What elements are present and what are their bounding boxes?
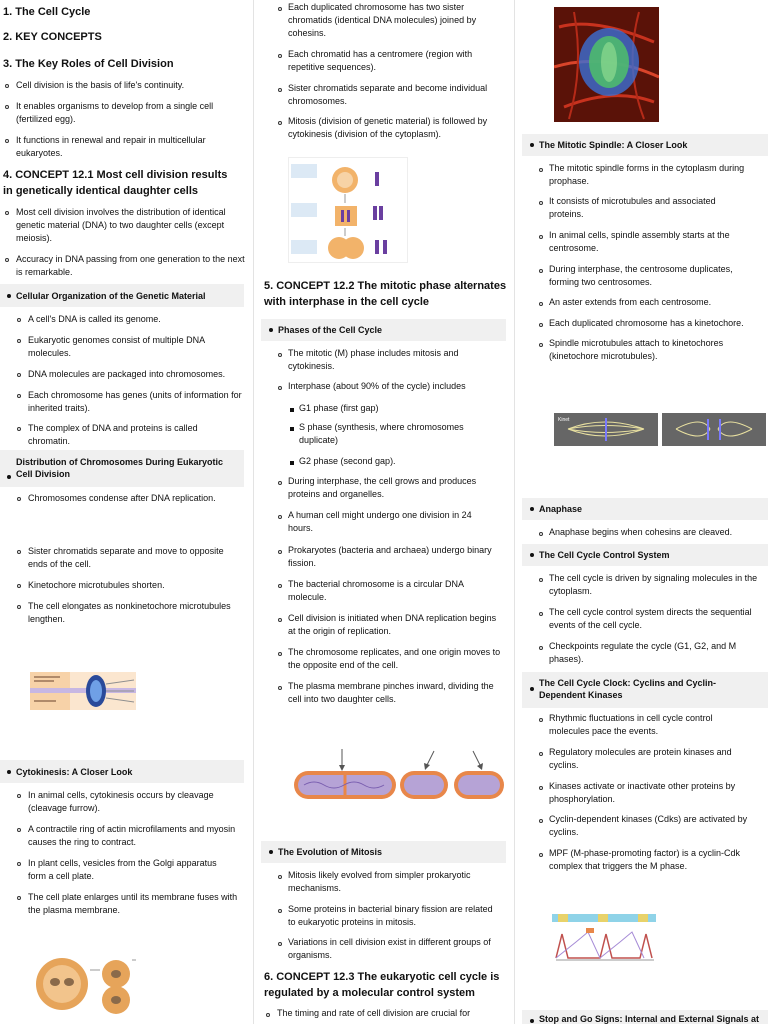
list-item: An aster extends from each centrosome.	[549, 297, 712, 307]
list-item: Variations in cell division exist in different groups of organisms.	[288, 937, 491, 960]
chromosome-duplication-figure	[288, 157, 408, 263]
square-bullet	[290, 461, 294, 465]
list-item: Sister chromatids separate and become individual chromosomes.	[288, 83, 488, 106]
list-item: Each chromatid has a centromere (region with repetitive sequences).	[288, 49, 473, 72]
bullet	[530, 507, 534, 511]
bullet	[278, 481, 282, 485]
bullet	[530, 1019, 534, 1023]
list-item: Some proteins in bacterial binary fission are related to eukaryotic proteins in mitosis.	[288, 904, 493, 927]
bullet	[17, 584, 21, 588]
list-item: It consists of microtubules and associated proteins.	[549, 196, 716, 219]
concept-12-3-heading: 6. CONCEPT 12.3 The eukaryotic cell cycle is regulated by a molecular control system	[264, 971, 500, 999]
bullet	[7, 294, 11, 298]
spindle-heading: The Mitotic Spindle: A Closer Look	[539, 140, 688, 150]
cleavage-figure	[28, 950, 138, 1020]
list-item: Kinases activate or inactivate other proteins by phosphorylation.	[549, 781, 736, 804]
list-item: A contractile ring of actin microfilaments and myosin causes the ring to contract.	[28, 824, 236, 847]
cellular-org-heading: Cellular Organization of the Genetic Material	[16, 291, 206, 301]
bullet	[278, 909, 282, 913]
list-item: The mitotic spindle forms in the cytoplasm during prophase.	[549, 163, 745, 186]
list-item: S phase (synthesis, where chromosomes duplicate)	[299, 422, 464, 445]
bullet	[278, 88, 282, 92]
bullet	[539, 646, 543, 650]
bullet	[530, 143, 534, 147]
bullet	[266, 1013, 270, 1017]
bullet	[269, 850, 273, 854]
list-item: It enables organisms to develop from a single cell (fertilized egg).	[16, 101, 214, 124]
list-item: The cell cycle control system directs the sequential events of the cell cycle.	[549, 607, 752, 630]
list-item: Sister chromatids separate and move to opposite ends of the cell.	[28, 546, 224, 569]
list-item: Cell division is the basis of life's continuity.	[16, 80, 185, 90]
list-item: Each chromosome has genes (units of information for inherited traits).	[28, 390, 242, 413]
list-item: Cell division is initiated when DNA replication begins at the origin of replication.	[288, 613, 497, 636]
list-item: Spindle microtubules attach to kinetochores (kinetochore microtubules).	[549, 338, 724, 361]
control-system-heading: The Cell Cycle Control System	[539, 550, 670, 560]
list-item: Accuracy in DNA passing from one generation to the next is remarkable.	[16, 254, 245, 277]
list-item: Each duplicated chromosome has a kinetochore.	[549, 318, 744, 328]
list-item: Most cell division involves the distribution of identical genetic material (DNA) to two daughter cells (except meiosis).	[16, 207, 226, 243]
spindle-micrograph-svg	[554, 7, 659, 122]
stop-go-heading: Stop and Go Signs: Internal and External Signals at	[539, 1014, 760, 1024]
chromosome-duplication-svg	[289, 158, 407, 262]
spindle-fibers-figure-2	[662, 413, 766, 446]
bullet	[539, 718, 543, 722]
list-item: Rhythmic fluctuations in cell cycle control molecules pace the events.	[549, 713, 713, 736]
list-item: A cell's DNA is called its genome.	[28, 314, 161, 324]
bullet	[278, 121, 282, 125]
bullet	[17, 550, 21, 554]
square-bullet	[290, 408, 294, 412]
kinetochore-figure	[30, 672, 136, 710]
list-item: The mitotic (M) phase includes mitosis and cytokinesis.	[288, 348, 459, 371]
list-item: During interphase, the cell grows and produces proteins and organelles.	[288, 476, 477, 499]
spindle-fibers-svg-1	[554, 413, 658, 446]
key-concepts-heading: 2. KEY CONCEPTS	[3, 31, 102, 43]
bullet	[539, 853, 543, 857]
list-item: The cell plate enlarges until its membrane fuses with the plasma membrane.	[28, 892, 238, 915]
spindle-fibers-svg-2	[662, 413, 766, 446]
bullet	[17, 794, 21, 798]
square-bullet	[290, 427, 294, 431]
bullet	[278, 618, 282, 622]
bullet	[17, 318, 21, 322]
column-separator-2	[514, 0, 515, 1024]
bullet	[5, 84, 9, 88]
list-item: In animal cells, cytokinesis occurs by cleavage (cleavage furrow).	[28, 790, 214, 813]
bullet	[539, 235, 543, 239]
list-item: Chromosomes condense after DNA replication.	[28, 493, 216, 503]
bullet	[539, 532, 543, 536]
list-item: The plasma membrane pinches inward, dividing the cell into two daughter cells.	[288, 681, 494, 704]
bullet	[539, 323, 543, 327]
list-item: In plant cells, vesicles from the Golgi apparatus form a cell plate.	[28, 858, 217, 881]
distribution-heading: Distribution of Chromosomes During Eukaryotic Cell Division	[16, 457, 224, 479]
list-item: The bacterial chromosome is a circular DNA molecule.	[288, 579, 464, 602]
bullet	[17, 828, 21, 832]
bullet	[278, 875, 282, 879]
binary-fission-svg	[290, 745, 507, 803]
list-item: Eukaryotic genomes consist of multiple DNA molecules.	[28, 335, 205, 358]
anaphase-heading: Anaphase	[539, 504, 583, 514]
bullet	[539, 168, 543, 172]
bullet	[17, 339, 21, 343]
bullet	[5, 105, 9, 109]
bullet	[278, 353, 282, 357]
column-separator-1	[253, 0, 254, 1024]
bullet	[539, 786, 543, 790]
bullet	[7, 770, 11, 774]
bullet	[539, 819, 543, 823]
mpf-cyclin-figure	[552, 912, 656, 968]
bullet	[278, 550, 282, 554]
cell-cycle-clock-heading: The Cell Cycle Clock: Cyclins and Cyclin-Dependent Kinases	[539, 678, 717, 700]
list-item: In animal cells, spindle assembly starts at the centrosome.	[549, 230, 730, 253]
bullet	[278, 584, 282, 588]
mpf-cyclin-svg	[552, 912, 656, 968]
phases-heading: Phases of the Cell Cycle	[278, 325, 383, 335]
bullet	[278, 686, 282, 690]
bullet	[539, 578, 543, 582]
bullet	[278, 386, 282, 390]
bullet	[278, 942, 282, 946]
cytokinesis-heading: Cytokinesis: A Closer Look	[16, 767, 133, 777]
spindle-micrograph	[554, 7, 659, 122]
list-item: The cell cycle is driven by signaling molecules in the cytoplasm.	[549, 573, 758, 596]
spindle-fibers-figure-1	[554, 413, 658, 446]
list-item: The cell elongates as nonkinetochore microtubules lengthen.	[28, 601, 231, 624]
bullet	[17, 427, 21, 431]
bullet	[7, 475, 11, 479]
bullet	[17, 373, 21, 377]
list-item: Each duplicated chromosome has two sister chromatids (identical DNA molecules) joined by cohesins.	[288, 2, 477, 38]
list-item: Prokaryotes (bacteria and archaea) undergo binary fission.	[288, 545, 492, 568]
bullet	[269, 328, 273, 332]
bullet	[5, 139, 9, 143]
bullet	[17, 394, 21, 398]
bullet	[5, 258, 9, 262]
bullet	[278, 54, 282, 58]
list-item: During interphase, the centrosome duplicates, forming two centrosomes.	[549, 264, 733, 287]
bullet	[17, 896, 21, 900]
list-item: The timing and rate of cell division are crucial for	[277, 1008, 471, 1018]
page-title: 1. The Cell Cycle	[3, 6, 91, 18]
binary-fission-figure	[290, 745, 507, 803]
list-item: The chromosome replicates, and one origin moves to the opposite end of the cell.	[288, 647, 501, 670]
list-item: The complex of DNA and proteins is called chromatin.	[28, 423, 198, 446]
bullet	[539, 752, 543, 756]
evolution-heading: The Evolution of Mitosis	[278, 847, 382, 857]
list-item: G1 phase (first gap)	[299, 403, 379, 413]
cleavage-figure-svg	[28, 950, 138, 1020]
list-item: Checkpoints regulate the cycle (G1, G2, and M phases).	[549, 641, 737, 664]
bullet	[530, 553, 534, 557]
concept-12-2-heading: 5. CONCEPT 12.2 The mitotic phase alternates with interphase in the cell cycle	[264, 280, 507, 308]
bullet	[17, 497, 21, 501]
bullet	[17, 862, 21, 866]
list-item: Regulatory molecules are protein kinases and cyclins.	[549, 747, 732, 770]
bullet	[539, 612, 543, 616]
bullet	[539, 343, 543, 347]
list-item: A human cell might undergo one division in 24 hours.	[288, 510, 472, 533]
list-item: It functions in renewal and repair in multicellular eukaryotes.	[16, 135, 206, 158]
bullet	[539, 302, 543, 306]
list-item: Anaphase begins when cohesins are cleaved.	[549, 527, 733, 537]
list-item: Cyclin-dependent kinases (Cdks) are activated by cyclins.	[549, 814, 748, 837]
bullet	[278, 515, 282, 519]
list-item: G2 phase (second gap).	[299, 456, 396, 466]
list-item: Mitosis (division of genetic material) is followed by cytokinesis (division of the cytoplasm).	[288, 116, 488, 139]
bullet	[5, 211, 9, 215]
spindle-fig-label: Kinet	[558, 417, 570, 423]
bullet	[539, 269, 543, 273]
bullet	[530, 687, 534, 691]
list-item: Interphase (about 90% of the cycle) includes	[288, 381, 466, 391]
list-item: MPF (M-phase-promoting factor) is a cyclin-Cdk complex that triggers the M phase.	[549, 848, 741, 871]
list-item: Mitosis likely evolved from simpler prokaryotic mechanisms.	[288, 870, 471, 893]
list-item: Kinetochore microtubules shorten.	[28, 580, 165, 590]
bullet	[278, 7, 282, 11]
list-item: DNA molecules are packaged into chromosomes.	[28, 369, 226, 379]
bullet	[17, 605, 21, 609]
bullet	[278, 652, 282, 656]
concept-12-1-heading: 4. CONCEPT 12.1 Most cell division results in genetically identical daughter cells	[3, 169, 228, 197]
key-roles-heading: 3. The Key Roles of Cell Division	[3, 58, 174, 70]
kinetochore-figure-svg	[30, 672, 136, 710]
bullet	[539, 201, 543, 205]
